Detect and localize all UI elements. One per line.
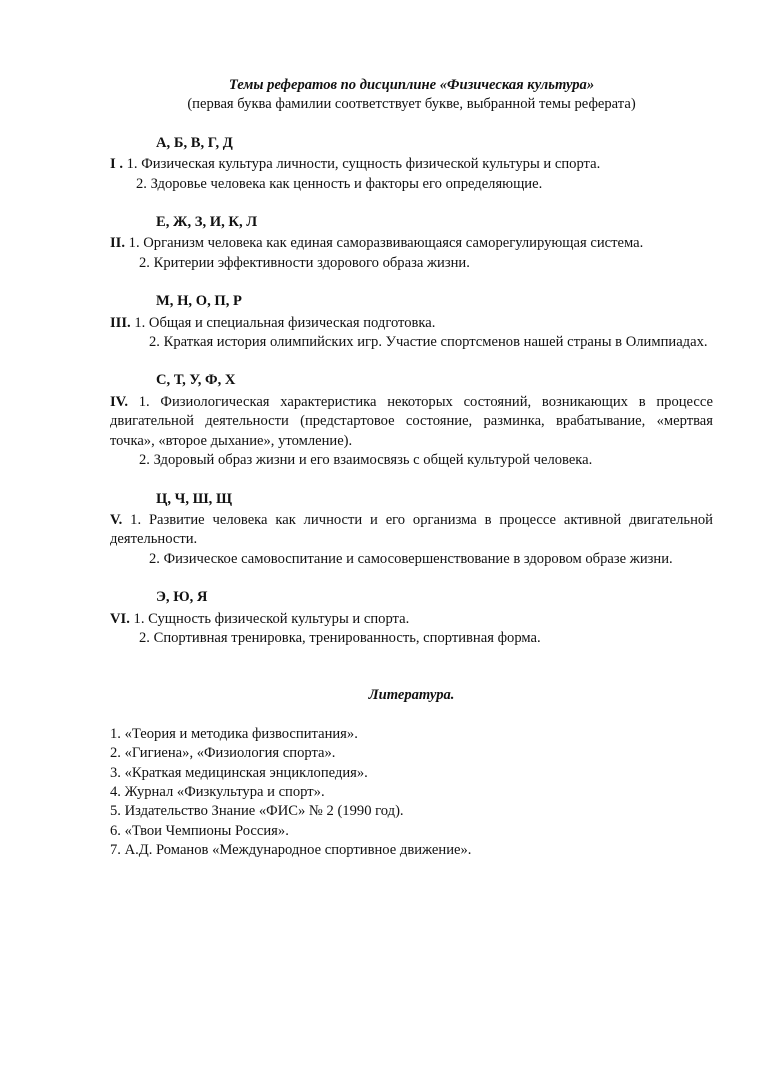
literature-item: 1. «Теория и методика физвоспитания». [110, 725, 358, 742]
topic-text: 1. Сущность физической культуры и спорта. [129, 610, 410, 627]
topic-text: 1. Физиологическая характеристика некоторых состояний, возникающих в процессе двигательной деятельности (предстартовое состояние, разминка, врабатывание, «мертвая точка», «второе дыхание», утомление). [110, 393, 713, 449]
literature-item: 6. «Твои Чемпионы Россия». [110, 822, 289, 839]
topic-section-3 [110, 292, 713, 352]
topic-line-2: 2. Критерии эффективности здорового образа жизни. [139, 254, 470, 271]
topic-line-2: 2. Здоровый образ жизни и его взаимосвязь с общей культурой человека. [139, 452, 593, 469]
section-roman-numeral: IV. [110, 393, 128, 410]
section-letters: М, Н, О, П, Р [156, 293, 242, 310]
section-letters: Ц, Ч, Ш, Щ [156, 490, 233, 507]
topic-line-2: 2. Здоровье человека как ценность и факторы его определяющие. [136, 175, 543, 192]
section-roman-numeral: VI. [110, 610, 130, 627]
literature-item: 5. Издательство Знание «ФИС» № 2 (1990 год). [110, 803, 404, 820]
literature-list [110, 725, 713, 861]
section-letters: А, Б, В, Г, Д [156, 134, 233, 151]
topic-section-5 [110, 490, 713, 570]
section-letters: Е, Ж, З, И, К, Л [156, 214, 258, 231]
document-subtitle: (первая буква фамилии соответствует букве, выбранной темы реферата) [187, 96, 636, 113]
topic-line-2: 2. Физическое самовоспитание и самосовершенствование в здоровом образе жизни. [149, 550, 673, 567]
literature-item: 4. Журнал «Физкультура и спорт». [110, 783, 325, 800]
topic-line-1 [110, 234, 713, 253]
section-roman-numeral: I . [110, 156, 123, 173]
section-roman-numeral: V. [110, 511, 123, 528]
document-title: Темы рефератов по дисциплине «Физическая культура» [228, 77, 595, 93]
literature-heading: Литература. [368, 687, 455, 704]
section-letters: Э, Ю, Я [156, 589, 208, 606]
topic-line-1 [110, 610, 713, 629]
topic-line-2: 2. Краткая история олимпийских игр. Участие спортсменов нашей страны в Олимпиадах. [149, 334, 708, 351]
topic-section-2 [110, 213, 713, 273]
topic-line-1 [110, 155, 713, 174]
topic-section-4 [110, 371, 713, 470]
section-roman-numeral: II. [110, 235, 126, 252]
topic-text: 1. Организм человека как единая саморазвивающаяся саморегулирующая система. [125, 235, 644, 252]
topic-line-1 [110, 393, 713, 451]
topic-line-2: 2. Спортивная тренировка, тренированность, спортивная форма. [139, 629, 541, 646]
topic-line-1 [110, 511, 713, 550]
document-content [110, 76, 713, 861]
topic-section-1 [110, 134, 713, 194]
literature-item: 7. А.Д. Романов «Международное спортивное движение». [110, 842, 472, 859]
section-roman-numeral: III. [110, 314, 131, 331]
section-letters: С, Т, У, Ф, Х [156, 372, 236, 389]
literature-item: 2. «Гигиена», «Физиология спорта». [110, 745, 336, 762]
topic-line-1 [110, 314, 713, 333]
topic-text: 1. Общая и специальная физическая подготовка. [130, 314, 436, 331]
topic-text: 1. Развитие человека как личности и его организма в процессе активной двигательной деятельности. [110, 511, 713, 548]
topic-text: 1. Физическая культура личности, сущность физической культуры и спорта. [122, 156, 601, 173]
topic-section-6 [110, 588, 713, 648]
literature-item: 3. «Краткая медицинская энциклопедия». [110, 764, 368, 781]
